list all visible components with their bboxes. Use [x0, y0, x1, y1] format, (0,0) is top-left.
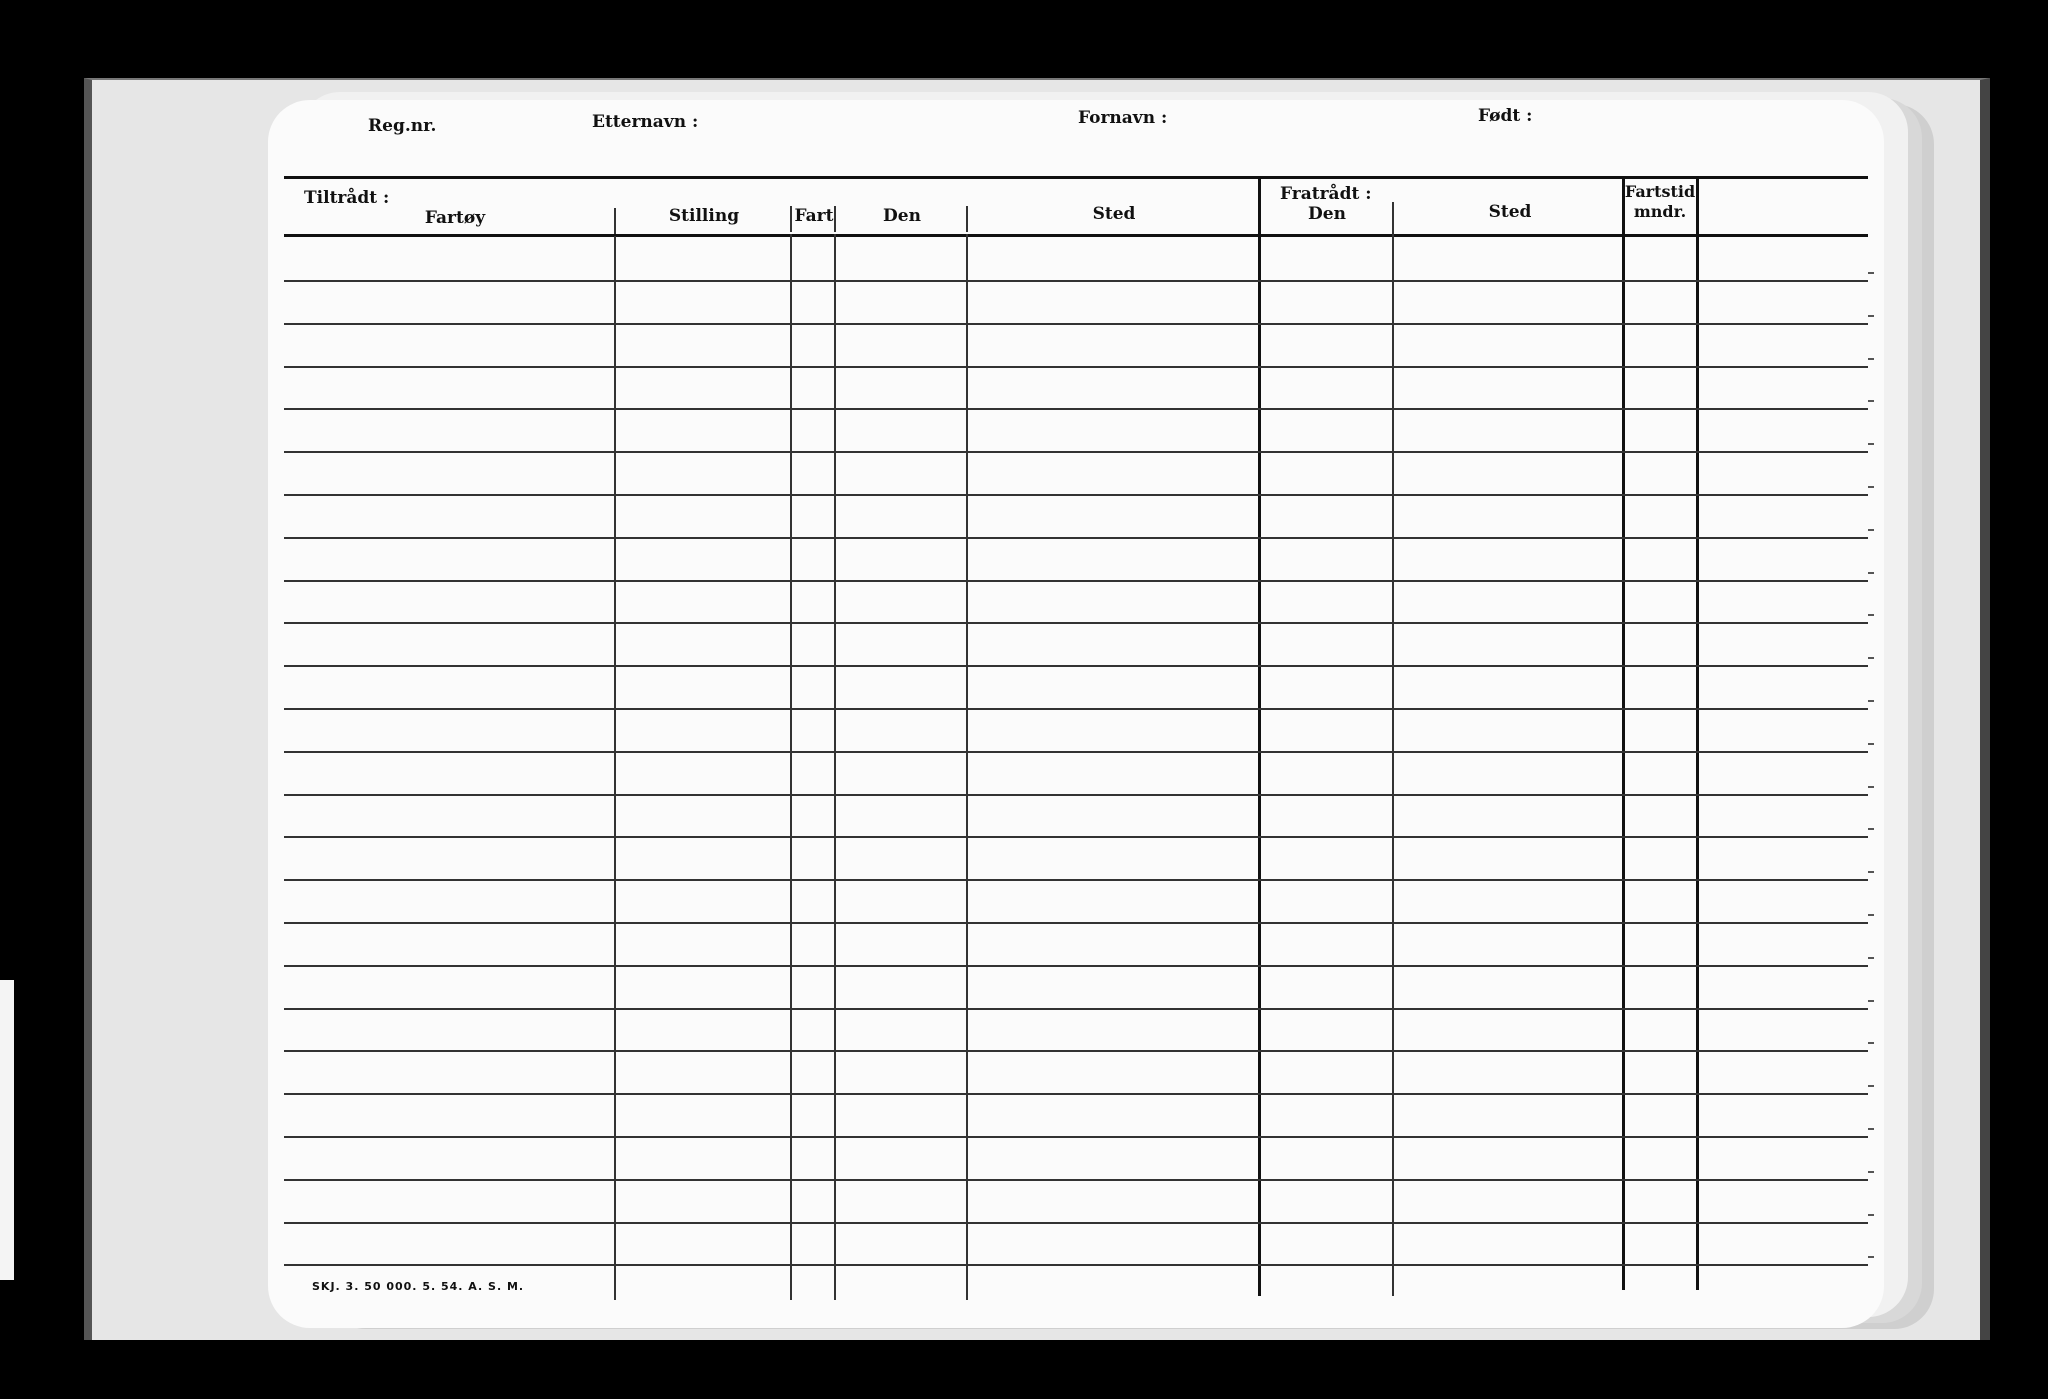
col-fart: Fart	[794, 206, 834, 226]
table-row-line	[284, 537, 1868, 539]
table-row-line	[284, 1050, 1868, 1052]
header-bottom-rule	[284, 234, 1868, 237]
edge-tick	[1868, 400, 1874, 402]
col-fartoy: Fartøy	[424, 208, 486, 228]
edge-tick	[1868, 272, 1874, 274]
table-row-line	[284, 366, 1868, 368]
edge-tick	[1868, 315, 1874, 317]
fodt-label: Født :	[1478, 106, 1533, 126]
table-row-line	[284, 708, 1868, 710]
table-row-line	[284, 1136, 1868, 1138]
divider-fart	[790, 234, 792, 1300]
table-row-line	[284, 794, 1868, 796]
divider-den	[834, 234, 836, 1300]
table-row-line	[284, 580, 1868, 582]
edge-tick	[1868, 1085, 1874, 1087]
divider-fartstid-left	[1622, 176, 1625, 1290]
table-row-line	[284, 665, 1868, 667]
header-top-rule	[284, 176, 1868, 179]
edge-tick	[1868, 914, 1874, 916]
col-den-tiltradt: Den	[883, 206, 921, 226]
col-stilling: Stilling	[668, 206, 740, 226]
table-row-line	[284, 965, 1868, 967]
tiltradt-label: Tiltrådt :	[304, 188, 390, 208]
edge-tick	[1868, 443, 1874, 445]
table-row-line	[284, 622, 1868, 624]
edge-tick	[1868, 572, 1874, 574]
table-row-line	[284, 1222, 1868, 1224]
left-paper-edge	[0, 980, 14, 1280]
edge-tick	[1868, 700, 1874, 702]
table-row-line	[284, 494, 1868, 496]
edge-tick	[1868, 486, 1874, 488]
edge-tick	[1868, 786, 1874, 788]
table-row-line	[284, 836, 1868, 838]
hdr-sep-3	[834, 206, 836, 232]
table-row-line	[284, 1008, 1868, 1010]
table-row-line	[284, 280, 1868, 282]
edge-tick	[1868, 1256, 1874, 1258]
table-row-line	[284, 1093, 1868, 1095]
table-row-line	[284, 408, 1868, 410]
divider-fartstid-right	[1696, 176, 1699, 1290]
edge-tick	[1868, 614, 1874, 616]
edge-tick	[1868, 1214, 1874, 1216]
col-den-fratradt: Den	[1308, 204, 1346, 224]
table-row-line	[284, 751, 1868, 753]
edge-tick	[1868, 1042, 1874, 1044]
print-code: SKJ. 3. 50 000. 5. 54. A. S. M.	[312, 1280, 525, 1293]
divider-stilling	[614, 236, 616, 1300]
table-row-line	[284, 879, 1868, 881]
edge-tick	[1868, 828, 1874, 830]
edge-tick	[1868, 957, 1874, 959]
edge-tick	[1868, 1171, 1874, 1173]
hdr-sep-2	[790, 206, 792, 232]
table-row-line	[284, 1179, 1868, 1181]
edge-tick	[1868, 529, 1874, 531]
reg-nr-label: Reg.nr.	[368, 116, 437, 136]
fratradt-label: Fratrådt :	[1280, 184, 1372, 204]
col-sted-tiltradt: Sted	[1092, 204, 1136, 224]
col-fartstid-mndr: mndr.	[1633, 202, 1687, 221]
table-row-line	[284, 922, 1868, 924]
edge-tick	[1868, 1128, 1874, 1130]
edge-tick	[1868, 657, 1874, 659]
edge-tick	[1868, 1000, 1874, 1002]
fornavn-label: Fornavn :	[1078, 108, 1168, 128]
divider-sted	[966, 234, 968, 1300]
col-sted-fratradt: Sted	[1488, 202, 1532, 222]
edge-tick	[1868, 743, 1874, 745]
etternavn-label: Etternavn :	[592, 112, 699, 132]
edge-tick	[1868, 358, 1874, 360]
table-row-line	[284, 1264, 1868, 1266]
register-card	[268, 100, 1884, 1328]
table-row-line	[284, 451, 1868, 453]
hdr-sep-4	[966, 206, 968, 232]
table-row-line	[284, 323, 1868, 325]
hdr-sep-1	[614, 208, 616, 234]
divider-fratradt	[1258, 176, 1261, 1296]
edge-tick	[1868, 871, 1874, 873]
col-fartstid: Fartstid	[1624, 182, 1696, 201]
